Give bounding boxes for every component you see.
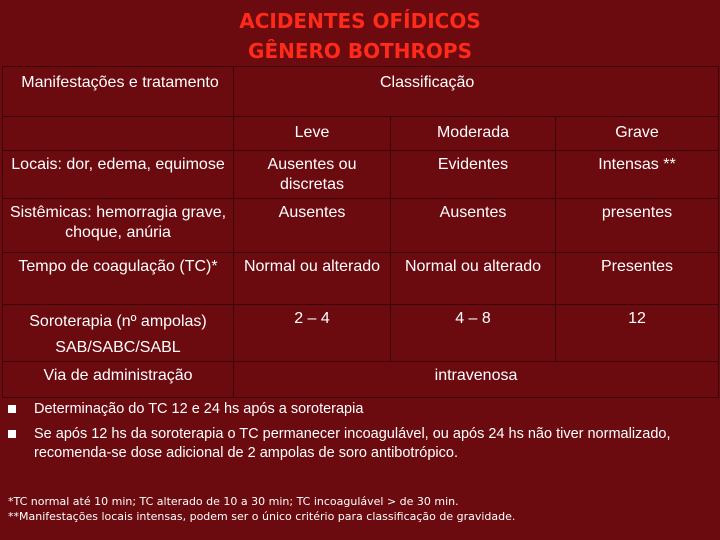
table-row bbox=[3, 253, 719, 305]
footnotes bbox=[8, 494, 713, 524]
title-line-2: GÊNERO BOTHROPS bbox=[248, 39, 472, 63]
cell-moderada: Ausentes bbox=[391, 199, 556, 253]
row-label: Locais: dor, edema, equimose bbox=[3, 151, 234, 199]
cell-grave: presentes bbox=[556, 199, 719, 253]
bullet-list bbox=[0, 398, 720, 463]
bullet-square-icon bbox=[8, 405, 16, 413]
table-row bbox=[3, 305, 719, 362]
header-classification bbox=[234, 67, 719, 117]
bullet-text: Determinação do TC 12 e 24 hs após a soroterapia bbox=[34, 401, 364, 417]
row-label: Tempo de coagulação (TC)* bbox=[3, 253, 234, 305]
table-header-row bbox=[3, 67, 719, 117]
footnote-2: **Manifestações locais intensas, podem ser o único critério para classificação de gravidade. bbox=[8, 510, 516, 523]
cell-grave: 12 bbox=[556, 305, 719, 362]
row-label: Sistêmicas: hemorragia grave, choque, anúria bbox=[3, 199, 234, 253]
cell-grave: Intensas ** bbox=[556, 151, 719, 199]
cell-leve: Normal ou alterado bbox=[234, 253, 391, 305]
cell-leve: Ausentes ou discretas bbox=[234, 151, 391, 199]
table-row bbox=[3, 362, 719, 398]
table-row bbox=[3, 117, 719, 151]
col-header-leve: Leve bbox=[234, 117, 391, 151]
table-row bbox=[3, 151, 719, 199]
cell-leve: Ausentes bbox=[234, 199, 391, 253]
cell-moderada: Normal ou alterado bbox=[391, 253, 556, 305]
empty-cell bbox=[3, 117, 234, 151]
bullet-square-icon bbox=[8, 430, 16, 438]
bullet-text: Se após 12 hs da soroterapia o TC permanecer incoagulável, ou após 24 hs não tiver normalizado, recomenda-se dose adicional de 2 ampolas de soro antibotrópico. bbox=[34, 426, 671, 461]
title-line-1: ACIDENTES OFÍDICOS bbox=[239, 9, 481, 33]
cell-grave: Presentes bbox=[556, 253, 719, 305]
cell-moderada: 4 – 8 bbox=[391, 305, 556, 362]
header-classification-text: Classificação bbox=[380, 74, 475, 91]
col-header-grave: Grave bbox=[556, 117, 719, 151]
classification-table bbox=[2, 66, 719, 398]
footnote-1: *TC normal até 10 min; TC alterado de 10 a 30 min; TC incoagulável > de 30 min. bbox=[8, 495, 459, 508]
list-item bbox=[0, 400, 720, 419]
table-row bbox=[3, 199, 719, 253]
via-value: intravenosa bbox=[234, 362, 719, 398]
via-label: Via de administração bbox=[3, 362, 234, 398]
cell-moderada: Evidentes bbox=[391, 151, 556, 199]
classification-table-wrap bbox=[2, 66, 718, 396]
header-manifestations: Manifestações e tratamento bbox=[3, 67, 234, 117]
row-label: Soroterapia (nº ampolas) SAB/SABC/SABL bbox=[3, 305, 234, 362]
cell-leve: 2 – 4 bbox=[234, 305, 391, 362]
col-header-moderada: Moderada bbox=[391, 117, 556, 151]
list-item bbox=[0, 425, 720, 463]
